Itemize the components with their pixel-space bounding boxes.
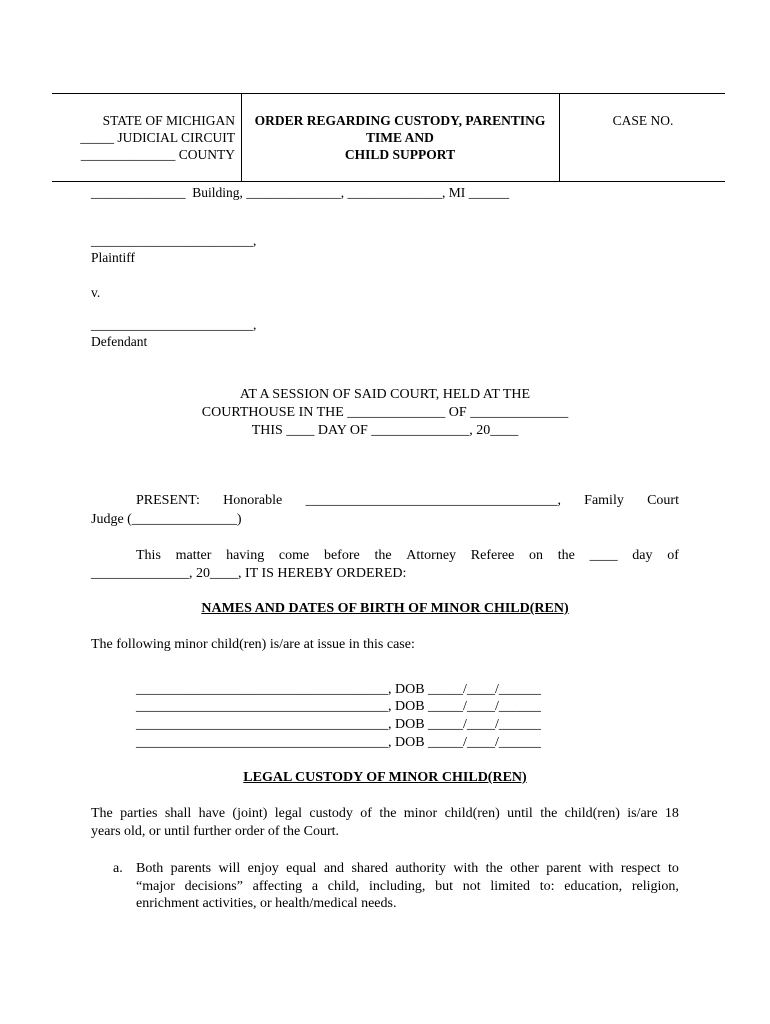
item-a-word: not bbox=[462, 879, 481, 894]
item-a-line-3: enrichment activities, or health/medical needs. bbox=[136, 896, 397, 911]
child-entry: ____________________________________, DOB _____/____/______ bbox=[136, 682, 541, 697]
case-number bbox=[561, 112, 725, 129]
matter-line bbox=[136, 547, 679, 565]
plaintiff-label: Plaintiff bbox=[91, 250, 136, 265]
header-top-rule bbox=[52, 93, 725, 94]
item-a-word: “major bbox=[136, 879, 175, 894]
section-heading-children: NAMES AND DATES OF BIRTH OF MINOR CHILD(REN) bbox=[201, 601, 569, 616]
matter-word: Attorney bbox=[406, 548, 457, 563]
item-a-word: with bbox=[588, 861, 614, 876]
matter-word: come bbox=[278, 548, 310, 563]
item-a-word: authority bbox=[395, 861, 446, 876]
matter-word: having bbox=[226, 548, 265, 563]
item-a-word: and bbox=[323, 861, 345, 876]
custody-word: The bbox=[91, 806, 113, 821]
item-a-word: equal bbox=[286, 861, 317, 876]
matter-word: before bbox=[323, 548, 360, 563]
item-a-line bbox=[136, 878, 679, 896]
custody-word: 18 bbox=[664, 806, 679, 821]
custody-word: of bbox=[360, 806, 372, 821]
custody-word: have bbox=[198, 806, 226, 821]
custody-word: shall bbox=[164, 806, 192, 821]
custody-word: child(ren) bbox=[444, 806, 500, 821]
present-word: Honorable bbox=[223, 493, 283, 508]
item-a-word: limited bbox=[490, 879, 531, 894]
item-a-word: but bbox=[435, 879, 454, 894]
document-title-line: ORDER REGARDING CUSTODY, PARENTING bbox=[254, 113, 546, 128]
children-intro: The following minor child(ren) is/are at issue in this case: bbox=[91, 637, 415, 652]
header-bottom-rule bbox=[52, 181, 725, 182]
item-a-word: other bbox=[510, 861, 539, 876]
custody-word: custody bbox=[309, 806, 353, 821]
matter-word: day bbox=[632, 548, 653, 563]
document-title-line: CHILD SUPPORT bbox=[344, 147, 456, 162]
matter-word: This bbox=[136, 548, 161, 563]
court-address-line: ______________ Building, ______________, ______________, MI ______ bbox=[91, 185, 510, 200]
item-a-word: to: bbox=[539, 879, 555, 894]
item-a-line bbox=[136, 860, 679, 878]
item-a-word: Both bbox=[136, 861, 164, 876]
item-a-word: with bbox=[453, 861, 479, 876]
plaintiff-blank: ________________________, bbox=[91, 233, 257, 248]
custody-word: is/are bbox=[627, 806, 658, 821]
document-title-line: TIME AND bbox=[366, 130, 434, 145]
session-line: COURTHOUSE IN THE ______________ OF ______________ bbox=[201, 405, 569, 420]
matter-word: on bbox=[529, 548, 544, 563]
present-word: Family bbox=[584, 493, 624, 508]
item-a-word: the bbox=[485, 861, 503, 876]
custody-word: parties bbox=[120, 806, 158, 821]
matter-word: the bbox=[557, 548, 575, 563]
session-line: THIS ____ DAY OF ______________, 20____ bbox=[251, 423, 519, 438]
present-word: ____________________________________, bbox=[305, 493, 561, 508]
custody-word: (joint) bbox=[232, 806, 268, 821]
document-title bbox=[243, 112, 557, 163]
matter-line-2: ______________, 20____, IT IS HEREBY ORDERED: bbox=[91, 566, 407, 581]
child-entry: ____________________________________, DOB _____/____/______ bbox=[136, 699, 541, 714]
judge-line: Judge (_______________) bbox=[91, 512, 242, 527]
custody-word: legal bbox=[274, 806, 302, 821]
header-divider-right bbox=[559, 93, 560, 181]
custody-paragraph-line bbox=[91, 805, 679, 823]
custody-word: the bbox=[379, 806, 397, 821]
custody-word: the bbox=[540, 806, 558, 821]
custody-word: minor bbox=[403, 806, 438, 821]
matter-word: the bbox=[374, 548, 392, 563]
item-a-word: parent bbox=[546, 861, 582, 876]
custody-word: child(ren) bbox=[564, 806, 620, 821]
list-marker-a: a. bbox=[113, 861, 123, 876]
matter-word: of bbox=[667, 548, 679, 563]
section-heading-legal-custody: LEGAL CUSTODY OF MINOR CHILD(REN) bbox=[243, 770, 527, 785]
item-a-word: will bbox=[218, 861, 241, 876]
item-a-word: religion, bbox=[631, 879, 679, 894]
item-a-word: to bbox=[667, 861, 679, 876]
item-a-word: enjoy bbox=[247, 861, 279, 876]
item-a-word: including, bbox=[369, 879, 426, 894]
case-number-label: CASE NO. bbox=[612, 113, 674, 128]
item-a-word: shared bbox=[351, 861, 388, 876]
child-entry: ____________________________________, DOB _____/____/______ bbox=[136, 717, 541, 732]
court-circuit: _____ JUDICIAL CIRCUIT bbox=[80, 130, 235, 145]
matter-word: matter bbox=[175, 548, 212, 563]
present-word: Court bbox=[647, 493, 679, 508]
defendant-blank: ________________________, bbox=[91, 317, 257, 332]
matter-word: ____ bbox=[589, 548, 618, 563]
item-a-word: respect bbox=[620, 861, 661, 876]
child-entry: ____________________________________, DOB _____/____/______ bbox=[136, 735, 541, 750]
court-state: STATE OF MICHIGAN bbox=[102, 113, 235, 128]
session-line: AT A SESSION OF SAID COURT, HELD AT THE bbox=[239, 387, 531, 402]
item-a-word: child, bbox=[327, 879, 360, 894]
item-a-word: a bbox=[311, 879, 319, 894]
header-divider-left bbox=[241, 93, 242, 181]
matter-word: Referee bbox=[470, 548, 515, 563]
present-line bbox=[136, 492, 679, 510]
court-county: ______________ COUNTY bbox=[80, 147, 235, 162]
defendant-label: Defendant bbox=[91, 334, 148, 349]
custody-paragraph-line-2: years old, or until further order of the Court. bbox=[91, 824, 340, 839]
versus-label: v. bbox=[91, 285, 101, 300]
custody-word: until bbox=[507, 806, 533, 821]
item-a-word: affecting bbox=[252, 879, 303, 894]
present-word: PRESENT: bbox=[136, 493, 200, 508]
court-info bbox=[52, 112, 235, 163]
item-a-word: education, bbox=[564, 879, 623, 894]
item-a-word: decisions” bbox=[184, 879, 243, 894]
item-a-word: parents bbox=[170, 861, 212, 876]
